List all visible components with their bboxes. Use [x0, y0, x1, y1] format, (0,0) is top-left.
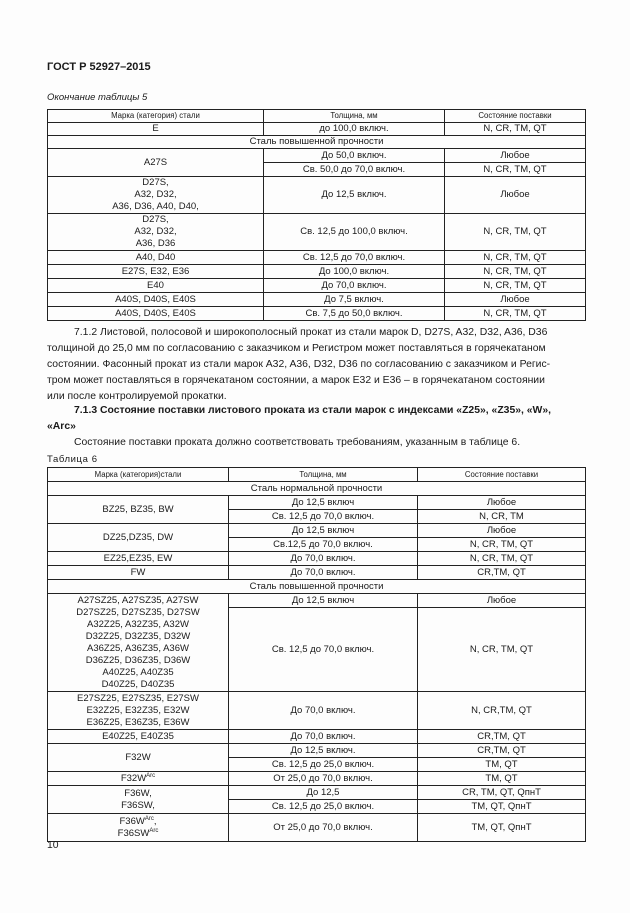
- grade-text: F36SW: [117, 827, 150, 839]
- table-row: [48, 524, 586, 538]
- cell: E40: [48, 279, 264, 293]
- cell-line: A36Z25, A36Z35, A36W: [87, 642, 189, 654]
- cell: CR,TM, QT: [418, 566, 586, 580]
- section-title: Сталь повышенной прочности: [48, 136, 586, 149]
- cell: До 50,0 включ.: [264, 149, 445, 163]
- cell-line: A40Z25, A40Z35: [102, 666, 174, 678]
- text-line: 7.1.2 Листовой, полосовой и широкополосный прокат из стали марок D, D27S, A32, D32, A36, D36: [74, 327, 548, 338]
- cell: Св. 12,5 до 70,0 включ.: [229, 510, 418, 524]
- cell-line: D36Z25, D36Z35, D36W: [85, 654, 191, 666]
- cell: Любое: [445, 149, 586, 163]
- text-line: толщиной до 25,0 мм по согласованию с заказчиком и Регистром может поставляться в горячекатаном: [47, 343, 546, 354]
- cell: До 70,0 включ.: [229, 566, 418, 580]
- cell: N, CR, TM: [418, 510, 586, 524]
- grade-text: F32W: [120, 772, 147, 784]
- cell: Св. 12,5 до 25,0 включ.: [229, 758, 418, 772]
- cell: N, CR, TM, QT: [445, 307, 586, 321]
- cell: Св. 12,5 до 70,0 включ.: [229, 608, 418, 692]
- cell: От 25,0 до 70,0 включ.: [229, 814, 418, 842]
- cell: До 7,5 включ.: [264, 293, 445, 307]
- section-title: Сталь нормальной прочности: [48, 482, 586, 496]
- cell: До 12,5 включ: [229, 496, 418, 510]
- cell: [48, 692, 229, 730]
- table-row: [48, 744, 586, 758]
- cell: N, CR, TM, QT: [445, 123, 586, 136]
- cell: Любое: [418, 496, 586, 510]
- cell: N, CR, TM, QT: [445, 214, 586, 251]
- cell: N, CR,TM, QT: [418, 692, 586, 730]
- column-header: Марка (категория) стали: [48, 110, 264, 123]
- cell: Св. 7,5 до 50,0 включ.: [264, 307, 445, 321]
- text-line: или после контролируемой прокатки.: [47, 391, 227, 402]
- cell: CR,TM, QT: [418, 744, 586, 758]
- page-number: 10: [47, 840, 59, 851]
- cell: CR,TM, QT: [418, 730, 586, 744]
- cell: A40S, D40S, E40S: [48, 293, 264, 307]
- superscript: Arc: [146, 772, 156, 779]
- cell: E27S, E32, E36: [48, 265, 264, 279]
- cell: До 70,0 включ.: [229, 552, 418, 566]
- cell: TM, QT, QпнТ: [418, 800, 586, 814]
- cell: N, CR, TM, QT: [445, 279, 586, 293]
- section-row: [48, 136, 586, 149]
- cell: [48, 814, 229, 842]
- cell: N, CR, TM, QT: [445, 265, 586, 279]
- table-row: [48, 307, 586, 321]
- cell-line: E32Z25, E32Z35, E32W: [86, 704, 190, 716]
- text-line: тром может поставляться в горячекатаном состоянии, а марок E32 и E36 – в горячекатаном состоянии: [47, 375, 545, 386]
- cell: EZ25,EZ35, EW: [48, 552, 229, 566]
- cell: До 100,0 включ.: [264, 265, 445, 279]
- table-row: [48, 594, 586, 608]
- cell: Св.12,5 до 70,0 включ.: [229, 538, 418, 552]
- cell: TM, QT: [418, 758, 586, 772]
- table-header-row: [48, 468, 586, 482]
- text-line: 7.1.3 Состояние поставки листового проката из стали марок с индексами «Z25», «Z35», «W»,: [74, 405, 552, 416]
- cell-line: F36SW,: [121, 799, 155, 811]
- cell: CR, TM, QT, QпнТ: [418, 786, 586, 800]
- column-header: Состояние поставки: [445, 110, 586, 123]
- cell: N, CR, TM, QT: [418, 538, 586, 552]
- cell-line: A32, D32,: [134, 226, 177, 237]
- cell: FW: [48, 566, 229, 580]
- cell: Св. 50,0 до 70,0 включ.: [264, 163, 445, 177]
- cell: [48, 772, 229, 786]
- table-header-row: [48, 110, 586, 123]
- table-row: [48, 552, 586, 566]
- cell-line: D27S,: [142, 214, 169, 225]
- text-line: состоянии. Фасонный прокат из стали марок A32, A36, D32, D36 по согласованию с заказчиком и Регис-: [47, 359, 551, 370]
- cell: A40, D40: [48, 251, 264, 265]
- cell: До 12,5: [229, 786, 418, 800]
- cell: Св. 12,5 до 70,0 включ.: [264, 251, 445, 265]
- cell-line: F36W,: [124, 787, 152, 799]
- cell: [48, 594, 229, 692]
- cell: До 12,5 включ.: [264, 177, 445, 214]
- table6-caption: Таблица 6: [47, 454, 98, 465]
- cell-line: [48, 816, 228, 828]
- superscript: Arc: [149, 827, 159, 834]
- column-header: Толщина, мм: [264, 110, 445, 123]
- cell: E40Z25, E40Z35: [48, 730, 229, 744]
- cell-line: D27SZ25, D27SZ35, D27SW: [76, 606, 200, 618]
- grade-text: F36W: [119, 815, 145, 827]
- paragraph-7-1-2: [47, 325, 585, 405]
- paragraph-state: [47, 435, 585, 451]
- cell: [48, 214, 264, 251]
- table-6: [47, 467, 586, 842]
- table-row: [48, 123, 586, 136]
- cell: N, CR, TM, QT: [418, 608, 586, 692]
- section-title: Сталь повышенной прочности: [48, 580, 586, 594]
- cell: Любое: [418, 594, 586, 608]
- cell-line: E27SZ25, E27SZ35, E27SW: [77, 692, 199, 704]
- cell: E: [48, 123, 264, 136]
- table-row: [48, 566, 586, 580]
- cell: BZ25, BZ35, BW: [48, 496, 229, 524]
- cell: A27S: [48, 149, 264, 177]
- cell-line: D27S,: [142, 177, 169, 188]
- cell: До 70,0 включ.: [264, 279, 445, 293]
- cell-line: E36Z25, E36Z35, E36W: [86, 716, 190, 728]
- text-line: «Arc»: [47, 421, 76, 432]
- cell: F32W: [48, 744, 229, 772]
- table5-caption: Окончание таблицы 5: [47, 92, 148, 103]
- section-row: [48, 482, 586, 496]
- cell: Любое: [445, 293, 586, 307]
- paragraph-7-1-3-heading: [47, 403, 585, 435]
- table-row: [48, 814, 586, 842]
- cell: Св. 12,5 до 100,0 включ.: [264, 214, 445, 251]
- cell-line: A27SZ25, A27SZ35, A27SW: [77, 594, 199, 606]
- section-row: [48, 580, 586, 594]
- cell-line: A36, D36: [135, 238, 176, 249]
- table-row: [48, 214, 586, 251]
- cell: до 100,0 включ.: [264, 123, 445, 136]
- column-header: Толщина, мм: [229, 468, 418, 482]
- table-row: [48, 496, 586, 510]
- table-row: [48, 251, 586, 265]
- table-row: [48, 786, 586, 800]
- superscript: Arc: [144, 815, 154, 822]
- cell: До 12,5 включ: [229, 594, 418, 608]
- cell: Любое: [418, 524, 586, 538]
- column-header: Марка (категория)стали: [48, 468, 229, 482]
- cell: N, CR, TM, QT: [445, 251, 586, 265]
- cell-line: [48, 828, 228, 840]
- cell: A40S, D40S, E40S: [48, 307, 264, 321]
- document-header: ГОСТ Р 52927–2015: [47, 61, 151, 73]
- cell-line: D32Z25, D32Z35, D32W: [85, 630, 191, 642]
- cell: До 70,0 включ.: [229, 692, 418, 730]
- table-row: [48, 293, 586, 307]
- column-header: Состояние поставки: [418, 468, 586, 482]
- cell-line: D40Z25, D40Z35: [101, 678, 175, 690]
- table-row: [48, 279, 586, 293]
- cell: [48, 786, 229, 814]
- table-row: [48, 265, 586, 279]
- cell: [48, 177, 264, 214]
- table-row: [48, 772, 586, 786]
- cell: N, CR, TM, QT: [418, 552, 586, 566]
- cell: TM, QT: [418, 772, 586, 786]
- cell: TM, QT, QпнТ: [418, 814, 586, 842]
- cell-line: A36, D36, A40, D40,: [112, 201, 199, 212]
- cell: До 12,5 включ: [229, 524, 418, 538]
- cell: Любое: [445, 177, 586, 214]
- text-line: Состояние поставки проката должно соответствовать требованиям, указанным в таблице 6.: [74, 437, 521, 448]
- punctuation: ,: [153, 815, 157, 827]
- table-row: [48, 692, 586, 730]
- cell: От 25,0 до 70,0 включ.: [229, 772, 418, 786]
- cell: До 70,0 включ.: [229, 730, 418, 744]
- table-row: [48, 149, 586, 163]
- table-row: [48, 730, 586, 744]
- table-row: [48, 177, 586, 214]
- cell: DZ25,DZ35, DW: [48, 524, 229, 552]
- cell: До 12,5 включ.: [229, 744, 418, 758]
- cell: Св. 12,5 до 25,0 включ.: [229, 800, 418, 814]
- cell-line: A32, D32,: [134, 189, 177, 200]
- table-5: [47, 109, 586, 321]
- cell: N, CR, TM, QT: [445, 163, 586, 177]
- cell-line: A32Z25, A32Z35, A32W: [87, 618, 189, 630]
